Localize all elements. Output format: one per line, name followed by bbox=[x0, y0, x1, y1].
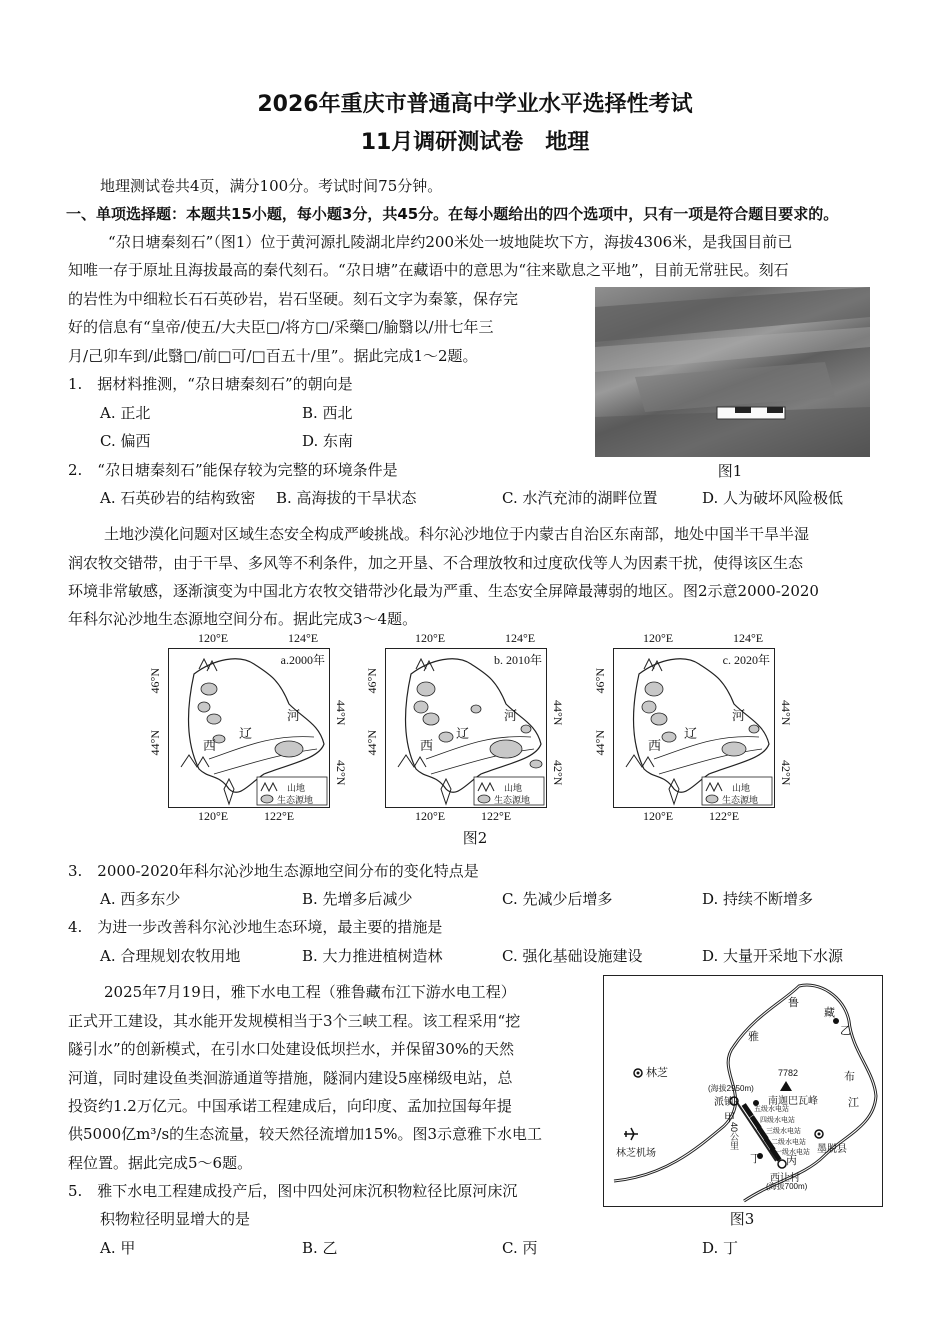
exam-title: 2026年重庆市普通高中学业水平选择性考试 bbox=[257, 92, 693, 117]
map-label-he: 河 bbox=[732, 709, 746, 724]
q4-option-b[interactable]: B. 大力推进植树造林 bbox=[302, 947, 443, 965]
tick-bottom-120e: 120°E bbox=[415, 809, 446, 823]
passage3-line4: 河道，同时建设鱼类洄游通道等措施，隧洞内建设5座梯级电站，总 bbox=[68, 1069, 513, 1087]
passage2-line2: 润农牧交错带，由于干旱、多风等不利条件，加之开垦、不合理放牧和过度砍伐等人为因素干扰，使得该区生态 bbox=[68, 554, 804, 572]
section-heading: 一、单项选择题：本题共15小题，每小题3分，共45分。在每小题给出的四个选项中，只有一项是符合题目要求的。 bbox=[66, 205, 839, 223]
tick-bottom-122e: 122°E bbox=[264, 809, 295, 823]
tick-right-44n: 44°N bbox=[551, 700, 565, 726]
q1-stem: 1. 据材料推测，“尕日塘秦刻石”的朝向是 bbox=[68, 375, 353, 393]
passage1-line1: “尕日塘秦刻石”（图1）位于黄河源扎陵湖北岸约200米处一坡地陡坎下方，海拔4306米，是我国目前已 bbox=[108, 233, 793, 251]
peak-height: 7782 bbox=[778, 1068, 799, 1078]
passage2-line3: 环境非常敏感，逐渐演变为中国北方农牧交错带沙化最为严重、生态安全屏障最薄弱的地区。图2示意2000-2020 bbox=[68, 582, 819, 600]
tick-top-120e: 120°E bbox=[415, 631, 446, 645]
passage3-line1: 2025年7月19日，雅下水电工程（雅鲁藏布江下游水电工程） bbox=[104, 983, 516, 1001]
tick-top-120e: 120°E bbox=[198, 631, 229, 645]
q1-option-d[interactable]: D. 东南 bbox=[302, 432, 354, 450]
tick-top-124e: 124°E bbox=[505, 631, 536, 645]
q3-option-c[interactable]: C. 先减少后增多 bbox=[502, 890, 613, 908]
tick-bottom-122e: 122°E bbox=[481, 809, 512, 823]
tick-bottom-122e: 122°E bbox=[709, 809, 740, 823]
passage3-line5: 投资约1.2万亿元。中国承诺工程建成后，向印度、孟加拉国每年提 bbox=[68, 1097, 512, 1115]
q1-option-a[interactable]: A. 正北 bbox=[100, 404, 151, 422]
map-2020 bbox=[613, 648, 775, 808]
tick-bottom-120e: 120°E bbox=[643, 809, 674, 823]
map-label-liao: 辽 bbox=[456, 727, 470, 742]
station-2: 二级水电站 bbox=[771, 1139, 806, 1146]
tick-left-44n: 44°N bbox=[365, 730, 379, 756]
map-2010 bbox=[385, 648, 547, 808]
passage3-line2: 正式开工建设，其水能开发规模相当于3个三峡工程。该工程采用“挖 bbox=[68, 1012, 521, 1030]
tick-left-46n: 46°N bbox=[148, 668, 162, 694]
q2-stem: 2. “尕日塘秦刻石”能保存较为完整的环境条件是 bbox=[68, 461, 398, 479]
q2-option-a[interactable]: A. 石英砂岩的结构致密 bbox=[100, 489, 256, 507]
fig1-caption: 图1 bbox=[717, 462, 743, 480]
map-label-liao: 辽 bbox=[684, 727, 698, 742]
river-char-3: 藏 bbox=[824, 1007, 835, 1019]
map-2000 bbox=[168, 648, 330, 808]
distance-label: 40公里 bbox=[729, 1122, 739, 1151]
passage1-line2: 知唯一存于原址且海拔最高的秦代刻石。“尕日塘”在藏语中的意思为“往来歇息之平地”，目前无常驻民。刻石 bbox=[68, 261, 789, 279]
paizhen-altitude: (海拔2950m) bbox=[708, 1084, 754, 1093]
tick-bottom-120e: 120°E bbox=[198, 809, 229, 823]
station-4: 四级水电站 bbox=[760, 1117, 795, 1124]
passage2-line4: 年科尔沁沙地生态源地空间分布。据此完成3～4题。 bbox=[68, 610, 418, 628]
point-yi: 乙 bbox=[840, 1025, 851, 1037]
river-char-4: 布 bbox=[844, 1071, 855, 1083]
legend-source-label: 生态源地 bbox=[494, 795, 531, 805]
tick-left-46n: 46°N bbox=[593, 668, 607, 694]
medog-label: 墨脱县 bbox=[817, 1144, 847, 1155]
q5-option-c[interactable]: C. 丙 bbox=[502, 1239, 538, 1257]
q5-stem-line2: 积物粒径明显增大的是 bbox=[100, 1210, 251, 1228]
point-jia: 甲 bbox=[724, 1112, 735, 1124]
airport-label: 林芝机场 bbox=[616, 1148, 656, 1159]
tick-top-120e: 120°E bbox=[643, 631, 674, 645]
legend-mountain-label: 山地 bbox=[732, 783, 751, 793]
map-label-xi: 西 bbox=[648, 739, 662, 754]
tick-top-124e: 124°E bbox=[288, 631, 319, 645]
passage1-line5: 月/己卯车到/此翳□/前□可/□百五十/里”。据此完成1～2题。 bbox=[68, 347, 478, 365]
q2-option-b[interactable]: B. 高海拔的干旱状态 bbox=[276, 489, 417, 507]
passage2-line1: 土地沙漠化问题对区域生态安全构成严峻挑战。科尔沁沙地位于内蒙古自治区东南部，地处中国半干旱半湿 bbox=[104, 525, 810, 543]
map-label-liao: 辽 bbox=[239, 727, 253, 742]
xirang-altitude: (海拔700m) bbox=[766, 1182, 808, 1191]
stone-carving-photo bbox=[595, 287, 870, 457]
intro-text: 地理测试卷共4页，满分100分。考试时间75分钟。 bbox=[100, 177, 443, 195]
passage3-line3: 隧引水”的创新模式，在引水口处建设低坝拦水，并保留30%的天然 bbox=[68, 1040, 515, 1058]
q5-stem-line1: 5. 雅下水电工程建成投产后，图中四处河床沉积物粒径比原河床沉 bbox=[68, 1182, 518, 1200]
tick-left-44n: 44°N bbox=[148, 730, 162, 756]
river-char-2: 鲁 bbox=[788, 997, 799, 1009]
station-1: 一级水电站 bbox=[775, 1149, 810, 1156]
tick-right-42n: 42°N bbox=[551, 760, 565, 786]
station-5: 五级水电站 bbox=[754, 1106, 789, 1113]
fig3-map bbox=[603, 975, 883, 1207]
map-label-xi: 西 bbox=[420, 739, 434, 754]
q5-option-d[interactable]: D. 丁 bbox=[702, 1239, 739, 1257]
tick-right-42n: 42°N bbox=[334, 760, 348, 786]
linzhi-label: 林芝 bbox=[646, 1067, 668, 1079]
q3-option-b[interactable]: B. 先增多后减少 bbox=[302, 890, 413, 908]
rock-texture-image bbox=[595, 287, 870, 457]
tick-right-44n: 44°N bbox=[334, 700, 348, 726]
exam-subtitle: 11月调研测试卷 地理 bbox=[360, 130, 590, 155]
point-ding: 丁 bbox=[750, 1153, 761, 1165]
q3-option-d[interactable]: D. 持续不断增多 bbox=[702, 890, 814, 908]
passage3-line7: 程位置。据此完成5～6题。 bbox=[68, 1154, 253, 1172]
q1-option-b[interactable]: B. 西北 bbox=[302, 404, 353, 422]
q4-stem: 4. 为进一步改善科尔沁沙地生态环境，最主要的措施是 bbox=[68, 918, 443, 936]
q4-option-a[interactable]: A. 合理规划农牧用地 bbox=[100, 947, 241, 965]
fig2-caption: 图2 bbox=[462, 829, 488, 847]
passage3-line6: 供5000亿m³/s的生态流量，较天然径流增加15%。图3示意雅下水电工 bbox=[68, 1125, 543, 1143]
q2-option-c[interactable]: C. 水汽充沛的湖畔位置 bbox=[502, 489, 658, 507]
peak-name: 南迦巴瓦峰 bbox=[768, 1096, 818, 1107]
legend-source-label: 生态源地 bbox=[277, 795, 314, 805]
station-3: 三级水电站 bbox=[766, 1128, 801, 1135]
q2-option-d[interactable]: D. 人为破坏风险极低 bbox=[702, 489, 844, 507]
q3-stem: 3. 2000-2020年科尔沁沙地生态源地空间分布的变化特点是 bbox=[68, 862, 479, 880]
q1-option-c[interactable]: C. 偏西 bbox=[100, 432, 151, 450]
q5-option-b[interactable]: B. 乙 bbox=[302, 1239, 338, 1257]
q4-option-c[interactable]: C. 强化基础设施建设 bbox=[502, 947, 643, 965]
passage1-line4: 好的信息有“皇帝/使五/大夫臣□/将方□/采藥□/腧翳以/卅七年三 bbox=[68, 318, 494, 336]
river-char-5: 江 bbox=[848, 1097, 859, 1109]
point-bing: 丙 bbox=[786, 1155, 797, 1167]
map-label-he: 河 bbox=[287, 709, 301, 724]
q3-option-a[interactable]: A. 西多东少 bbox=[100, 890, 181, 908]
tick-right-42n: 42°N bbox=[779, 760, 793, 786]
map-label-xi: 西 bbox=[203, 739, 217, 754]
tick-left-44n: 44°N bbox=[593, 730, 607, 756]
tick-right-44n: 44°N bbox=[779, 700, 793, 726]
tick-top-124e: 124°E bbox=[733, 631, 764, 645]
river-char-1: 雅 bbox=[748, 1031, 759, 1043]
fig3-caption: 图3 bbox=[729, 1210, 755, 1228]
map-year-label: c. 2020年 bbox=[722, 653, 770, 667]
map-label-he: 河 bbox=[504, 709, 518, 724]
legend-source-label: 生态源地 bbox=[722, 795, 759, 805]
tick-left-46n: 46°N bbox=[365, 668, 379, 694]
passage1-line3: 的岩性为中细粒长石石英砂岩，岩石坚硬。刻石文字为秦篆，保存完 bbox=[68, 290, 519, 308]
map-year-label: b. 2010年 bbox=[493, 653, 542, 667]
q5-option-a[interactable]: A. 甲 bbox=[100, 1239, 136, 1257]
legend-mountain-label: 山地 bbox=[504, 783, 523, 793]
map-year-label: a.2000年 bbox=[280, 653, 325, 667]
paizhen-label: 派镇 bbox=[714, 1097, 734, 1108]
q4-option-d[interactable]: D. 大量开采地下水源 bbox=[702, 947, 844, 965]
legend-mountain-label: 山地 bbox=[287, 783, 306, 793]
xirang-label: 西让村 bbox=[770, 1173, 800, 1184]
